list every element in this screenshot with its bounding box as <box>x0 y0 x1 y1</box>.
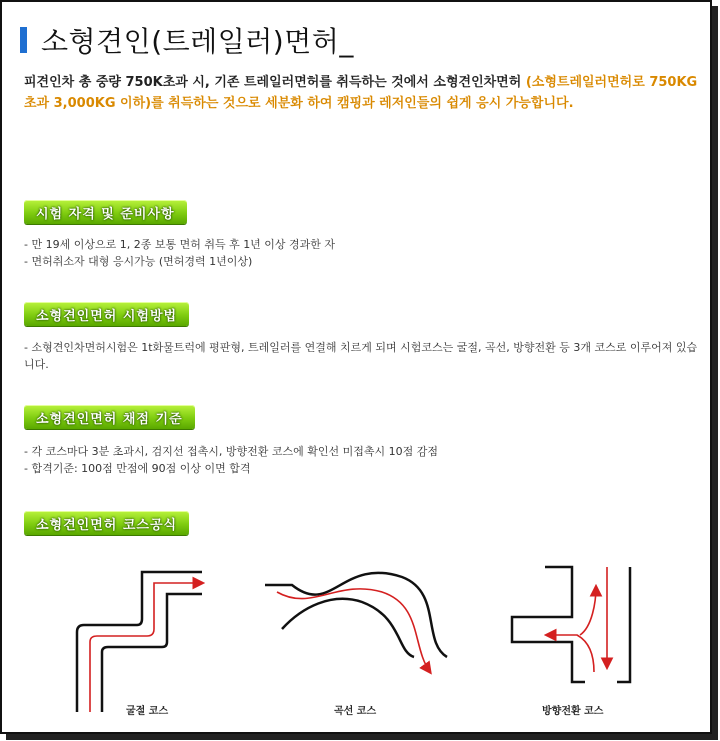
section-heading-scoring: 소형견인면허 채점 기준 <box>24 405 195 429</box>
list-item: - 각 코스마다 3분 초과시, 검지선 접촉시, 방향전환 코스에 확인선 미접촉시 10점 감점 <box>24 445 438 458</box>
qualification-list <box>24 236 335 270</box>
section-heading-qualification: 시험 자격 및 준비사항 <box>24 200 187 224</box>
intro-highlight: (소형트레일러면허로 750KG초과 3,000KG 이하)를 취득하는 것으로 세분화 하여 캠핑과 레저인들의 쉽게 응시 가능합니다. <box>24 75 698 111</box>
list-item: - 소형견인차면허시험은 1t화물트럭에 평판형, 트레일러를 연결해 치르게 되며 시험코스는 굴절, 곡선, 방향전환 등 3개 코스로 이루어져 있습니다. <box>24 341 698 371</box>
section-heading-course-formula: 소형견인면허 코스공식 <box>24 511 189 535</box>
intro-paragraph <box>24 72 706 114</box>
page-title-text: 소형견인(트레일러)면허_ <box>41 25 354 58</box>
list-item: - 합격기준: 100점 만점에 90점 이상 이면 합격 <box>24 462 251 475</box>
curve-course-diagram <box>265 573 447 672</box>
caption-direction-change-course: 방향전환 코스 <box>542 706 604 717</box>
direction-change-course-diagram <box>512 567 630 682</box>
test-method-list <box>24 339 704 373</box>
section-heading-test-method: 소형견인면허 시험방법 <box>24 302 189 326</box>
scoring-list <box>24 443 438 477</box>
title-accent-bar <box>20 27 27 53</box>
intro-text: 피견인차 총 중량 750K초과 시, 기존 트레일러면허를 취득하는 것에서 소형견인차면허 <box>24 75 526 90</box>
caption-curve-course: 곡선 코스 <box>334 706 377 717</box>
list-item: - 만 19세 이상으로 1, 2종 보통 면허 취득 후 1년 이상 경과한 자 <box>24 238 336 251</box>
course-diagrams <box>2 547 710 732</box>
list-item: - 면허취소자 대형 응시가능 (면허경력 1년이상) <box>24 255 253 268</box>
caption-bent-course: 굴절 코스 <box>126 706 169 717</box>
bent-course-diagram <box>77 572 202 712</box>
page-title <box>20 20 354 60</box>
